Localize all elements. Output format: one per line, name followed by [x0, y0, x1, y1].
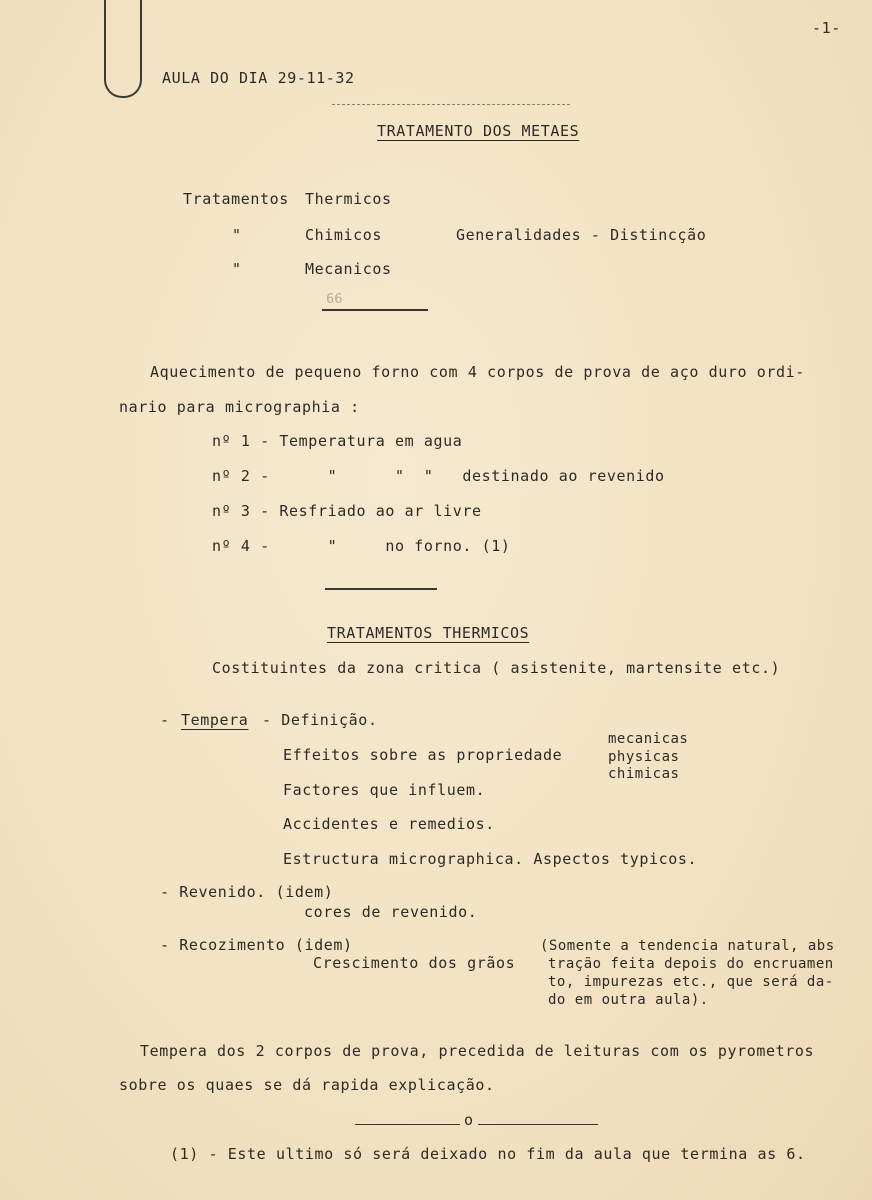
recozimento-note-line: to, impurezas etc., que será da- [548, 974, 834, 990]
property-item: chimicas [608, 766, 680, 782]
recozimento-note-line: do em outra aula). [548, 992, 709, 1008]
treatment-chimicos: Chimicos [305, 226, 383, 244]
section-title: TRATAMENTOS THERMICOS [327, 624, 530, 642]
closing-line: Tempera dos 2 corpos de prova, precedida de leituras com os pyrometros [140, 1042, 815, 1060]
recozimento-detail: Crescimento dos grãos [313, 954, 516, 972]
treatments-word: Tratamentos [183, 190, 289, 208]
tempera-heading: Tempera [181, 711, 249, 729]
recozimento-heading: - Recozimento (idem) [160, 936, 353, 954]
ditto-mark: " [232, 226, 242, 244]
ditto-mark: " [232, 260, 242, 278]
property-item: physicas [608, 749, 680, 765]
footnote: (1) - Este ultimo só será deixado no fim da aula que termina as 6. [170, 1145, 806, 1163]
sample-item: nº 4 - " no forno. (1) [212, 537, 511, 555]
intro-line: nario para micrographia : [119, 398, 360, 416]
divider [325, 588, 437, 590]
sample-item: nº 3 - Resfriado ao ar livre [212, 502, 482, 520]
treatment-mecanicos: Mecanicos [305, 260, 392, 278]
tempera-effects: Effeitos sobre as propriedade [283, 746, 563, 764]
paper-clip [104, 0, 142, 98]
separator-right [478, 1124, 598, 1125]
document-title: TRATAMENTO DOS METAES [377, 122, 580, 140]
generalities-note: Generalidades - Distincção [456, 226, 707, 244]
treatment-thermicos: Thermicos [305, 190, 392, 208]
divider [322, 309, 428, 311]
page-number: -1- [812, 19, 841, 37]
separator-mark: o [464, 1111, 474, 1129]
tempera-definition: - Definição. [262, 711, 378, 729]
recozimento-note-line: tração feita depois do encruamen [548, 956, 834, 972]
revenido-heading: - Revenido. (idem) [160, 883, 334, 901]
bullet-dash: - [160, 711, 170, 729]
sample-item: nº 2 - " " " destinado ao revenido [212, 467, 665, 485]
tempera-accidents: Accidentes e remedios. [283, 815, 495, 833]
tempera-structure: Estructura micrographica. Aspectos typicos. [283, 850, 698, 868]
revenido-detail: cores de revenido. [304, 903, 478, 921]
recozimento-note-line: (Somente a tendencia natural, abs [540, 938, 835, 954]
top-divider [332, 104, 570, 105]
lesson-date-header: AULA DO DIA 29-11-32 [162, 69, 355, 87]
pencil-note: 66 [326, 292, 343, 307]
closing-line: sobre os quaes se dá rapida explicação. [119, 1076, 495, 1094]
tempera-factors: Factores que influem. [283, 781, 486, 799]
separator-left [355, 1124, 460, 1125]
sample-item: nº 1 - Temperatura em agua [212, 432, 463, 450]
property-item: mecanicas [608, 731, 689, 747]
intro-line: Aquecimento de pequeno forno com 4 corpos de prova de aço duro ordi- [150, 363, 805, 381]
constituents-line: Costituintes da zona critica ( asistenite, martensite etc.) [212, 659, 781, 677]
